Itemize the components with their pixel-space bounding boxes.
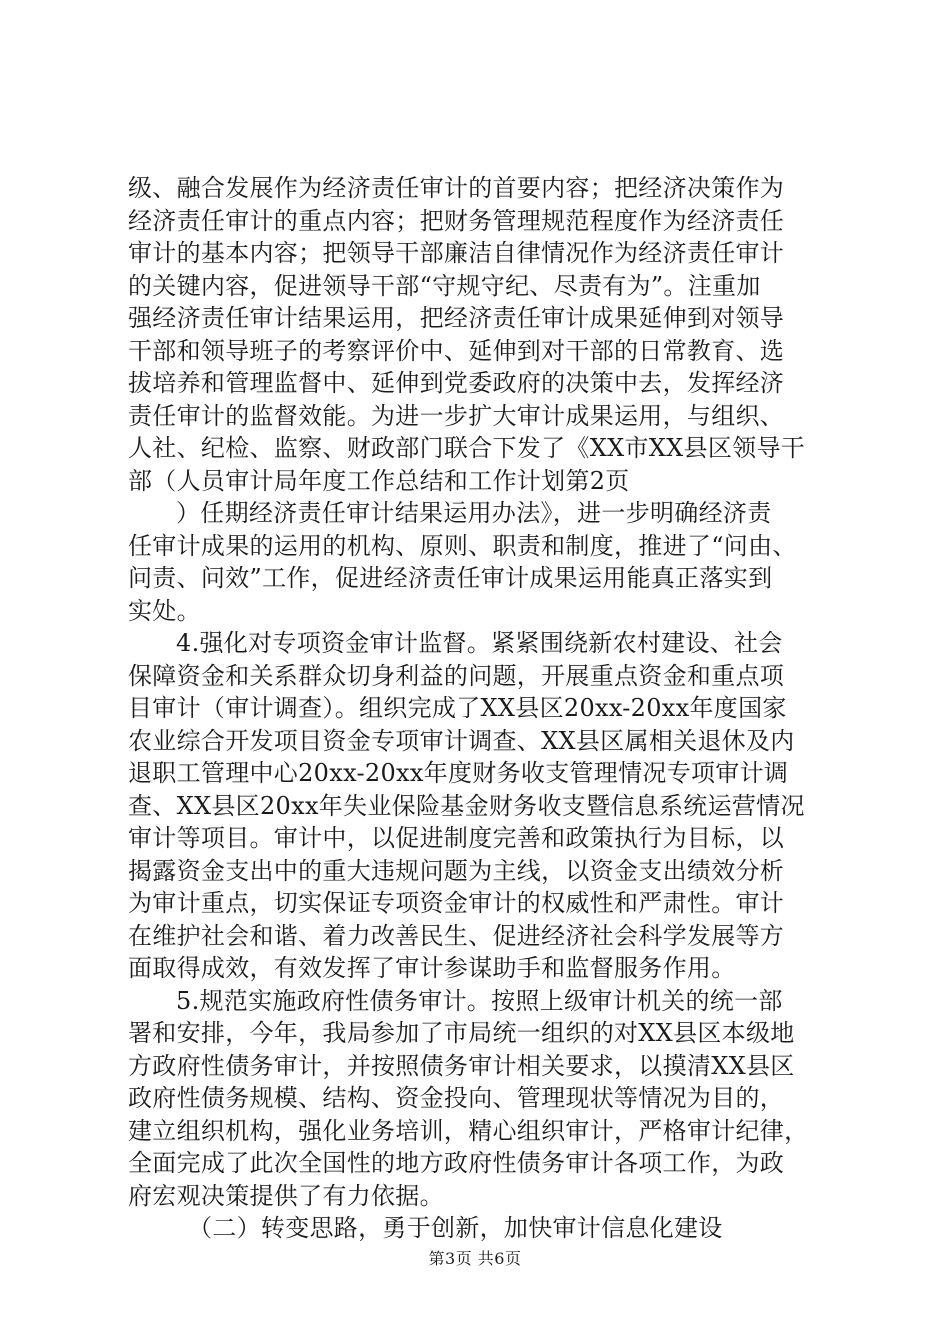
text-line: 级、融合发展作为经济责任审计的首要内容；把经济决策作为 [128,174,785,202]
text-line: ）任期经济责任审计结果运用办法》，进一步明确经济责 [176,499,772,527]
text-line: 查、XX县区20xx年失业保险基金财务收支暨信息系统运营情况 [128,791,805,820]
text-line: 审计的基本内容；把领导干部廉洁自律情况作为经济责任审计 [128,239,785,267]
text-line: 揭露资金支出中的重大违规问题为主线，以资金支出绩效分析 [128,856,785,885]
text-line: 农业综合开发项目资金专项审计调查、XX县区属相关退休及内 [128,726,795,755]
text-line: 审计等项目。审计中，以促进制度完善和政策执行为目标，以 [128,824,785,852]
text-line: 面取得成效，有效发挥了审计参谋助手和监督服务作用。 [128,954,736,982]
document-body [128,172,828,1245]
text-line: 在维护社会和谐、着力改善民生、促进经济社会科学发展等方 [128,921,785,950]
text-line: 干部和领导班子的考察评价中、延伸到对干部的日常教育、选 [128,336,785,365]
text-line: 退职工管理中心20xx-20xx年度财务收支管理情况专项审计调 [128,759,789,787]
text-line: 目审计（审计调查）。组织完成了XX县区20xx-20xx年度国家 [128,694,787,722]
text-line: 为审计重点，切实保证专项资金审计的权威性和严肃性。审计 [128,889,785,917]
text-line: 署和安排，今年，我局参加了市局统一组织的对XX县区本级地 [128,1019,795,1047]
text-line: 问责、问效”工作，促进经济责任审计成果运用能真正落实到 [128,564,773,592]
section-5-heading-line: 5.规范实施政府性债务审计。按照上级审计机关的统一部 [176,986,783,1015]
text-line: 强经济责任审计结果运用，把经济责任审计成果延伸到对领导 [128,304,785,332]
text-line: 经济责任审计的重点内容；把财务管理规范程度作为经济责任 [128,206,785,235]
section-4-heading-line: 4.强化对专项资金审计监督。紧紧围绕新农村建设、社会 [176,629,783,657]
text-line: 建立组织机构，强化业务培训，精心组织审计，严格审计纪律， [128,1116,809,1145]
text-line: 全面完成了此次全国性的地方政府性债务审计各项工作，为政 [128,1149,785,1177]
subsection-heading: （二）转变思路，勇于创新，加快审计信息化建设 [188,1214,723,1242]
page-number-footer: 第3页 共6页 [428,1249,522,1268]
text-line: 保障资金和关系群众切身利益的问题，开展重点资金和重点项 [128,661,785,690]
text-line: 府宏观决策提供了有力依据。 [128,1181,444,1210]
text-line: 部（人员审计局年度工作总结和工作计划第2页 [128,466,630,495]
text-line: 实处。 [128,596,201,625]
text-line: 人社、纪检、监察、财政部门联合下发了《XX市XX县区领导干 [128,434,806,462]
text-line: 任审计成果的运用的机构、原则、职责和制度，推进了“问由、 [128,531,797,560]
text-line: 方政府性债务审计，并按照债务审计相关要求，以摸清XX县区 [128,1051,795,1080]
text-line: 的关键内容，促进领导干部“守规守纪、尽责有为”。注重加 [128,271,761,300]
text-line: 责任审计的监督效能。为进一步扩大审计成果运用，与组织、 [128,401,785,430]
text-line: 拔培养和管理监督中、延伸到党委政府的决策中去，发挥经济 [128,369,785,397]
text-line: 政府性债务规模、结构、资金投向、管理现状等情况为目的， [128,1084,785,1112]
